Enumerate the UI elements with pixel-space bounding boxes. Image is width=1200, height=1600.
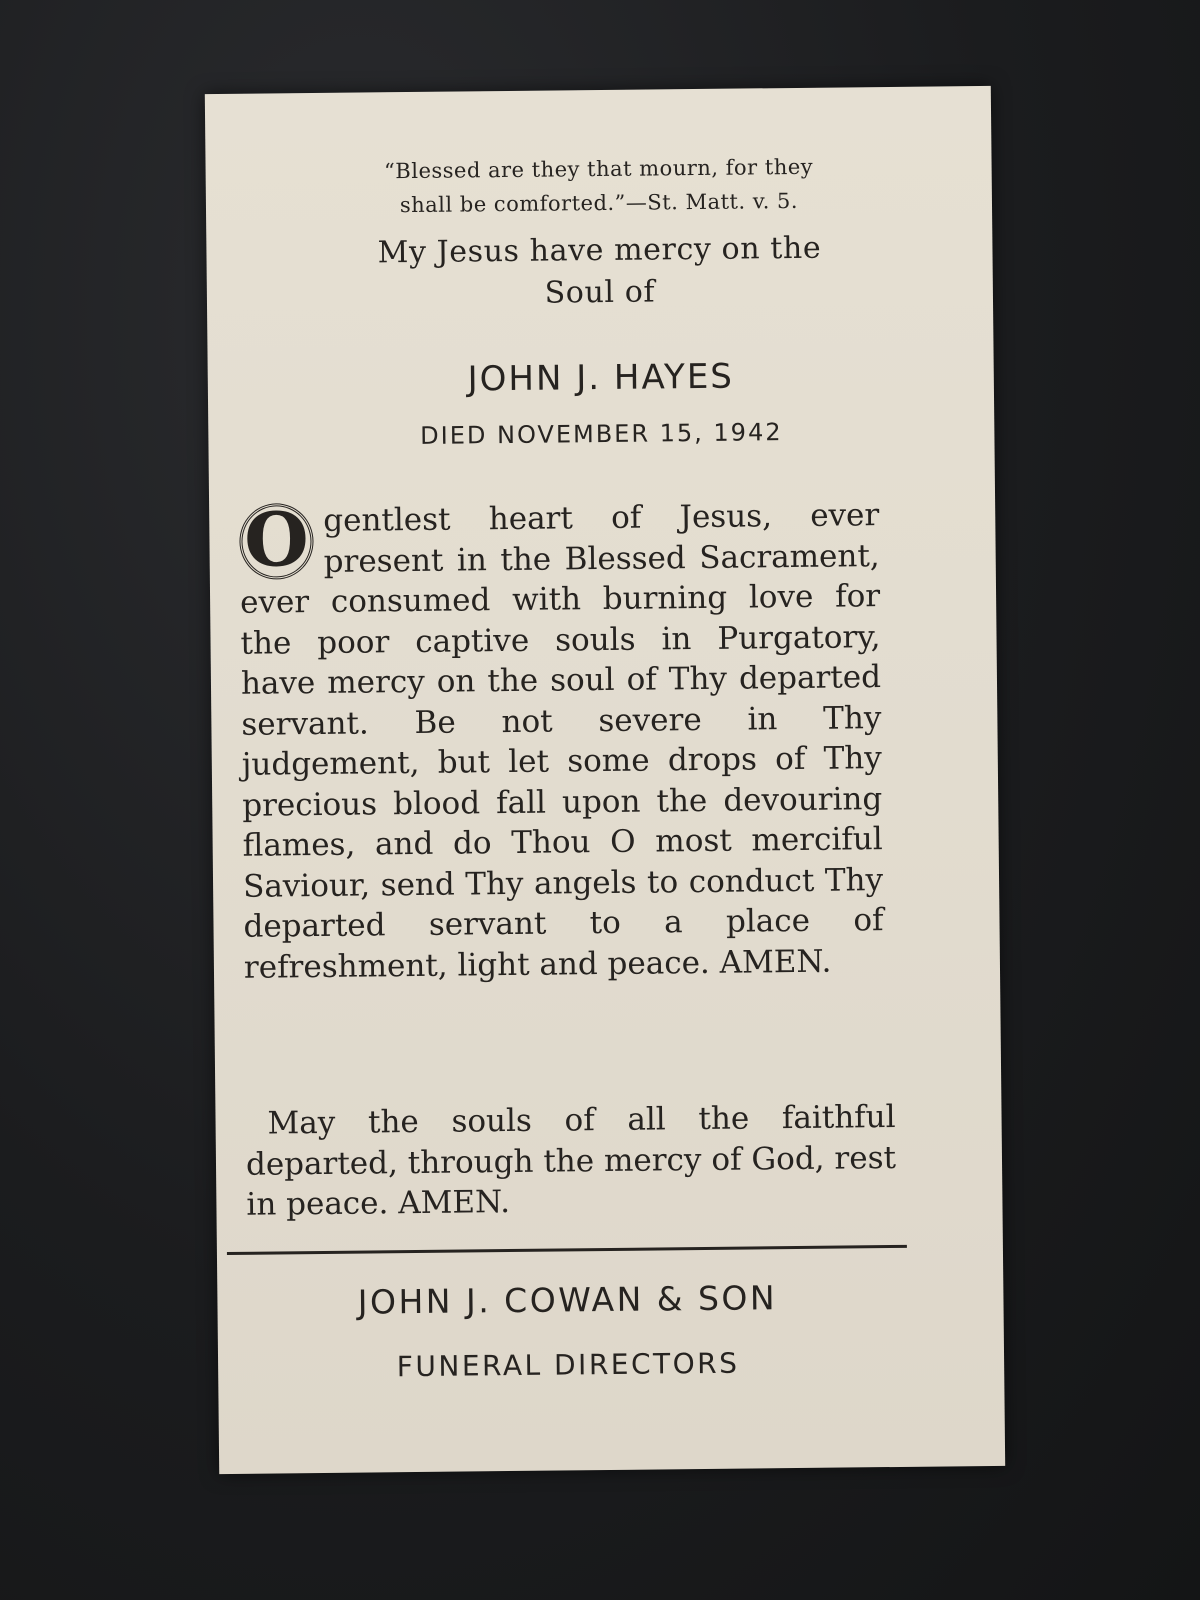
prayer-paragraph	[239, 495, 884, 988]
mercy-invocation	[246, 226, 953, 317]
quote-line-2: shall be comforted.”—St. Matt. v. 5.	[399, 188, 799, 218]
mercy-line-1: My Jesus have mercy on the	[377, 230, 822, 271]
funeral-home-name: JOHN J. COWAN & SON	[357, 1278, 778, 1322]
closing-prayer: May the souls of all the faithful departed, through the mercy of God, rest in peace. AMEN.	[245, 1098, 897, 1223]
funeral-directors-label: FUNERAL DIRECTORS	[396, 1346, 740, 1384]
date-of-death: DIED NOVEMBER 15, 1942	[420, 418, 783, 450]
memorial-prayer-card	[205, 86, 1005, 1474]
mercy-line-2: Soul of	[544, 274, 656, 311]
drop-cap-initial: O	[239, 503, 314, 580]
prayer-text: gentlest heart of Jesus, ever present in the Blessed Sacrament, ever consumed with burning love for the poor captive souls in Purgatory, have mercy on the soul of Thy departed servant. Be not severe in Thy judgement, but let some drops of Thy precious blood fall upon the devouring flames, and do Thou O most merciful Saviour, send Thy angels to conduct Thy departed servant to a place of refreshment, light and peace. AMEN.	[239, 497, 884, 986]
divider-rule	[227, 1245, 907, 1255]
scripture-quote	[245, 148, 952, 223]
deceased-name: JOHN J. HAYES	[467, 356, 735, 400]
quote-line-1: “Blessed are they that mourn, for they	[383, 154, 814, 184]
